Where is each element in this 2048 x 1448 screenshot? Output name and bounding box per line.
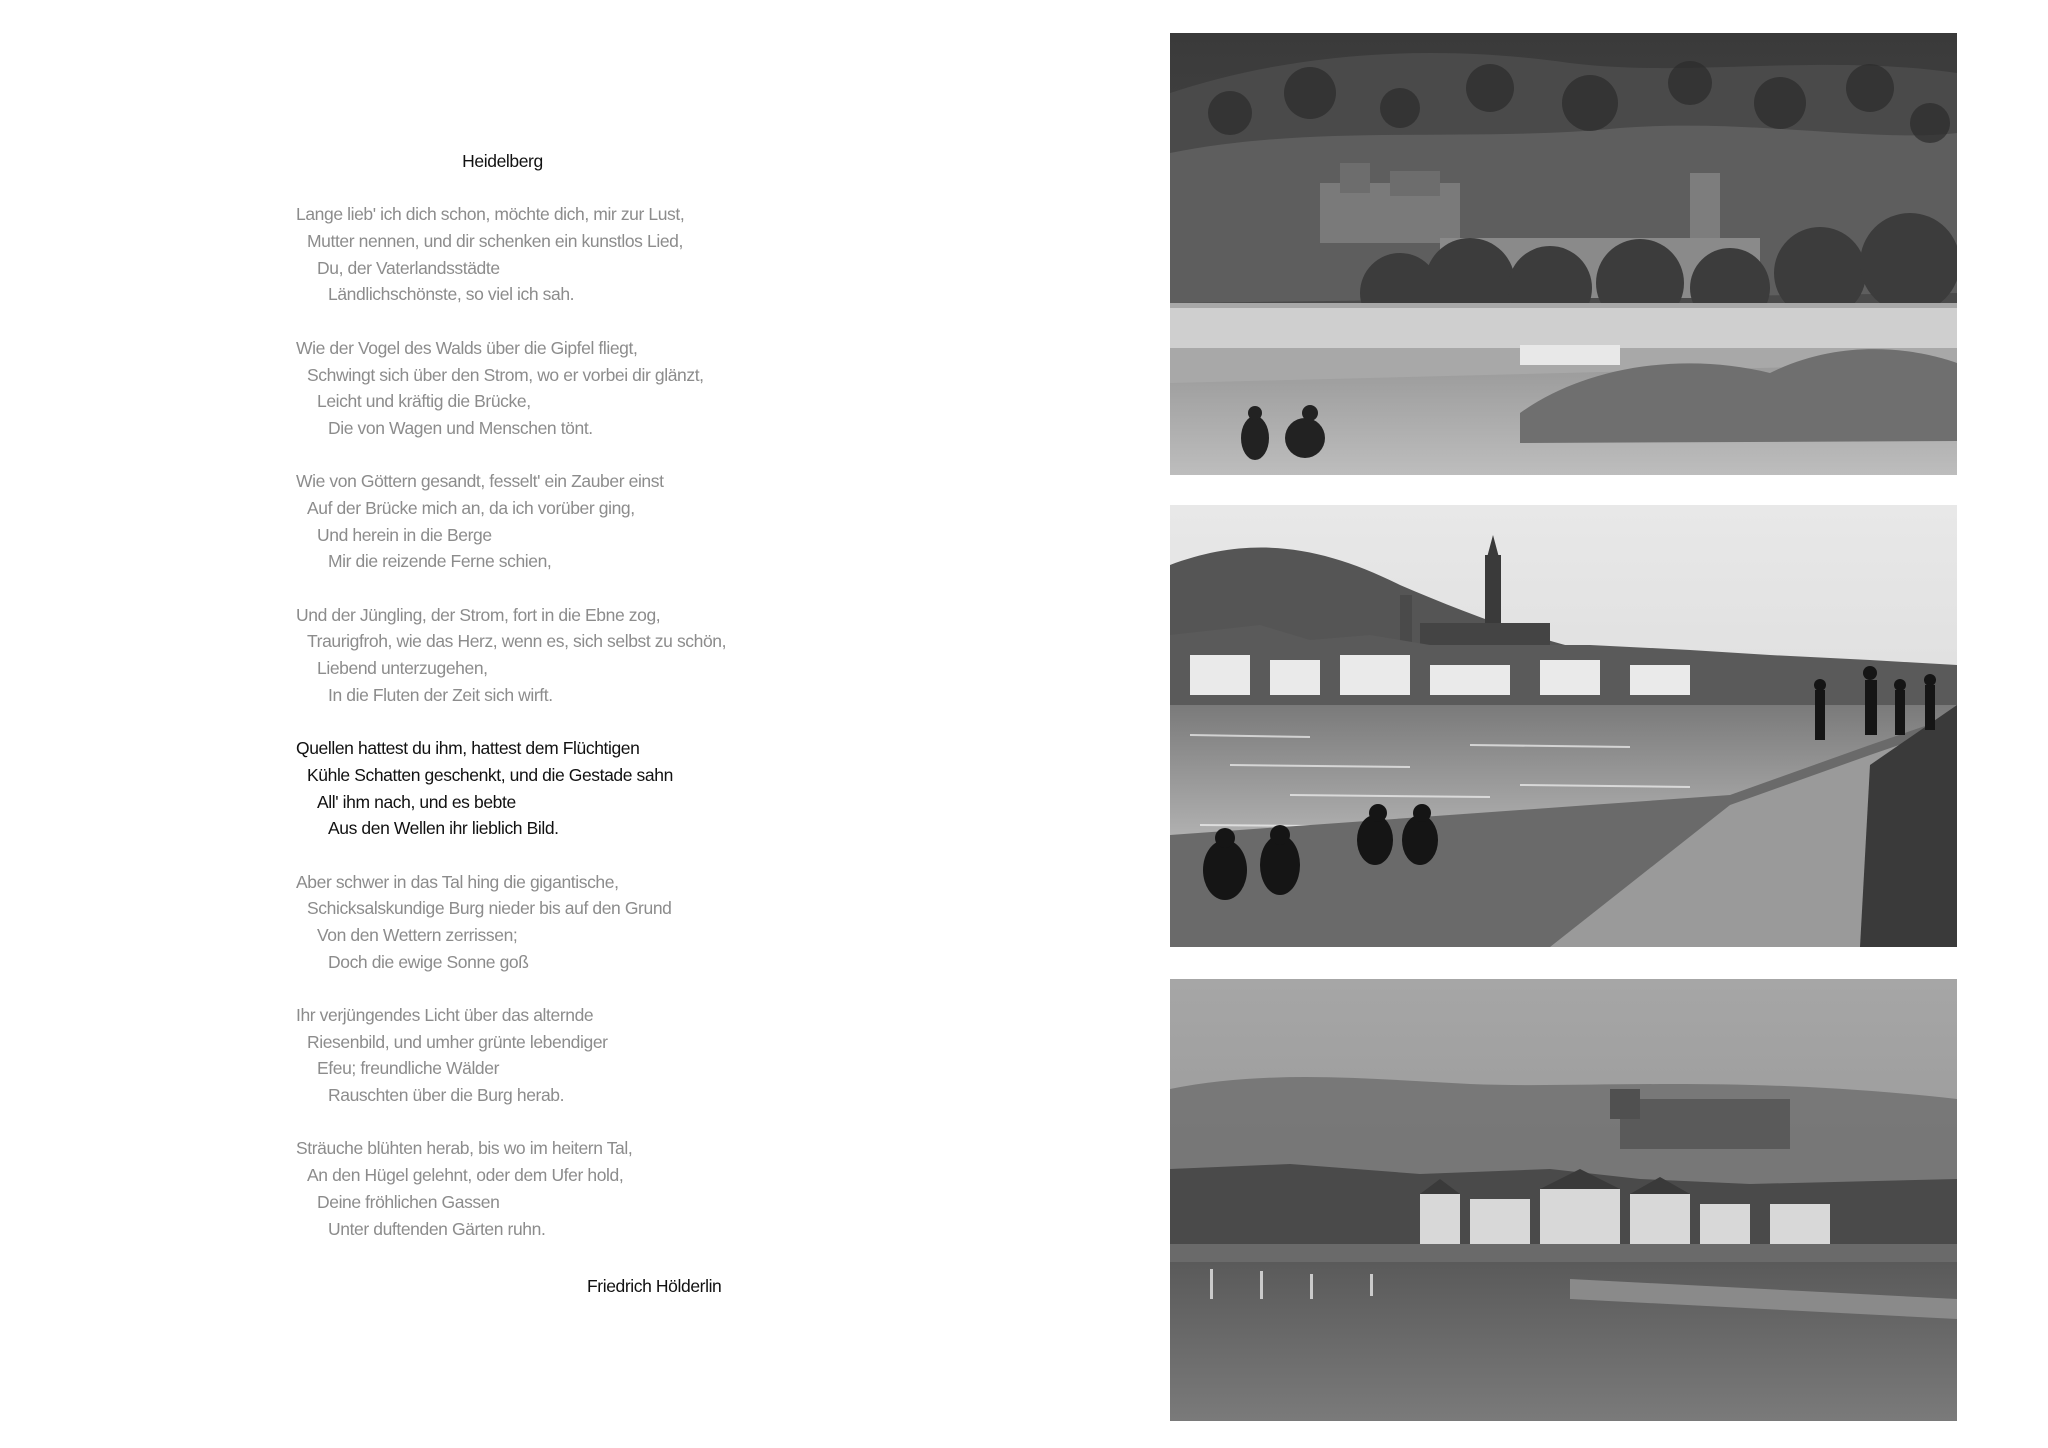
poem-line: Quellen hattest du ihm, hattest dem Flüchtigen bbox=[296, 738, 640, 759]
poem-line: Auf der Brücke mich an, da ich vorüber ging, bbox=[307, 497, 635, 518]
poem-body bbox=[296, 148, 756, 1242]
stanza-2 bbox=[296, 335, 756, 442]
poem-line: Sträuche blühten herab, bis wo im heitern Tal, bbox=[296, 1138, 633, 1159]
stanza-4 bbox=[296, 602, 756, 709]
stanza-1 bbox=[296, 201, 756, 308]
poem-line: Die von Wagen und Menschen tönt. bbox=[328, 417, 593, 438]
poem-line: Schicksalskundige Burg nieder bis auf den Grund bbox=[307, 898, 672, 919]
poem-line: Wie der Vogel des Walds über die Gipfel fliegt, bbox=[296, 337, 638, 358]
poem-line: Riesenbild, und umher grünte lebendiger bbox=[307, 1031, 608, 1052]
poem-line: Kühle Schatten geschenkt, und die Gestade sahn bbox=[307, 764, 673, 785]
stanza-5-highlighted bbox=[296, 735, 756, 842]
poem-line: Aber schwer in das Tal hing die gigantische, bbox=[296, 871, 619, 892]
poem-line: Traurigfroh, wie das Herz, wenn es, sich selbst zu schön, bbox=[307, 631, 727, 652]
photo-castle-meadow bbox=[1170, 33, 1957, 475]
poem-line: Wie von Göttern gesandt, fesselt' ein Zauber einst bbox=[296, 471, 664, 492]
poem-line: Leicht und kräftig die Brücke, bbox=[317, 391, 531, 412]
poem-line: Doch die ewige Sonne goß bbox=[328, 951, 529, 972]
stanza-7 bbox=[296, 1002, 756, 1109]
stanza-3 bbox=[296, 468, 756, 575]
poem-line: All' ihm nach, und es bebte bbox=[317, 791, 516, 812]
poem-line: Und der Jüngling, der Strom, fort in die Ebne zog, bbox=[296, 604, 661, 625]
photo-foggy-castle-river bbox=[1170, 979, 1957, 1421]
poem-line: Unter duftenden Gärten ruhn. bbox=[328, 1218, 546, 1239]
stanza-6 bbox=[296, 869, 756, 976]
poem-line: Aus den Wellen ihr lieblich Bild. bbox=[328, 818, 559, 839]
poem-line: Mutter nennen, und dir schenken ein kunstlos Lied, bbox=[307, 231, 683, 252]
poem-line: Deine fröhlichen Gassen bbox=[317, 1191, 500, 1212]
poem-author: Friedrich Hölderlin bbox=[587, 1276, 722, 1296]
stanza-8 bbox=[296, 1135, 756, 1242]
poem-line: Rauschten über die Burg herab. bbox=[328, 1085, 565, 1106]
poem-line: Du, der Vaterlandsstädte bbox=[317, 257, 500, 278]
poem-line: An den Hügel gelehnt, oder dem Ufer hold, bbox=[307, 1165, 624, 1186]
poem-line: Ihr verjüngendes Licht über das alternde bbox=[296, 1005, 594, 1026]
poem-title: Heidelberg bbox=[462, 151, 543, 171]
photo-riverside-promenade bbox=[1170, 505, 1957, 947]
poem-line: Schwingt sich über den Strom, wo er vorbei dir glänzt, bbox=[307, 364, 704, 385]
poem-line: Und herein in die Berge bbox=[317, 524, 492, 545]
poem-line: In die Fluten der Zeit sich wirft. bbox=[328, 684, 553, 705]
poem-line: Von den Wettern zerrissen; bbox=[317, 924, 518, 945]
poem-line: Mir die reizende Ferne schien, bbox=[328, 551, 552, 572]
poem-line: Efeu; freundliche Wälder bbox=[317, 1058, 500, 1079]
poem-line: Liebend unterzugehen, bbox=[317, 658, 488, 679]
poem-line: Lange lieb' ich dich schon, möchte dich, mir zur Lust, bbox=[296, 204, 685, 225]
poem-line: Ländlichschönste, so viel ich sah. bbox=[328, 284, 575, 305]
